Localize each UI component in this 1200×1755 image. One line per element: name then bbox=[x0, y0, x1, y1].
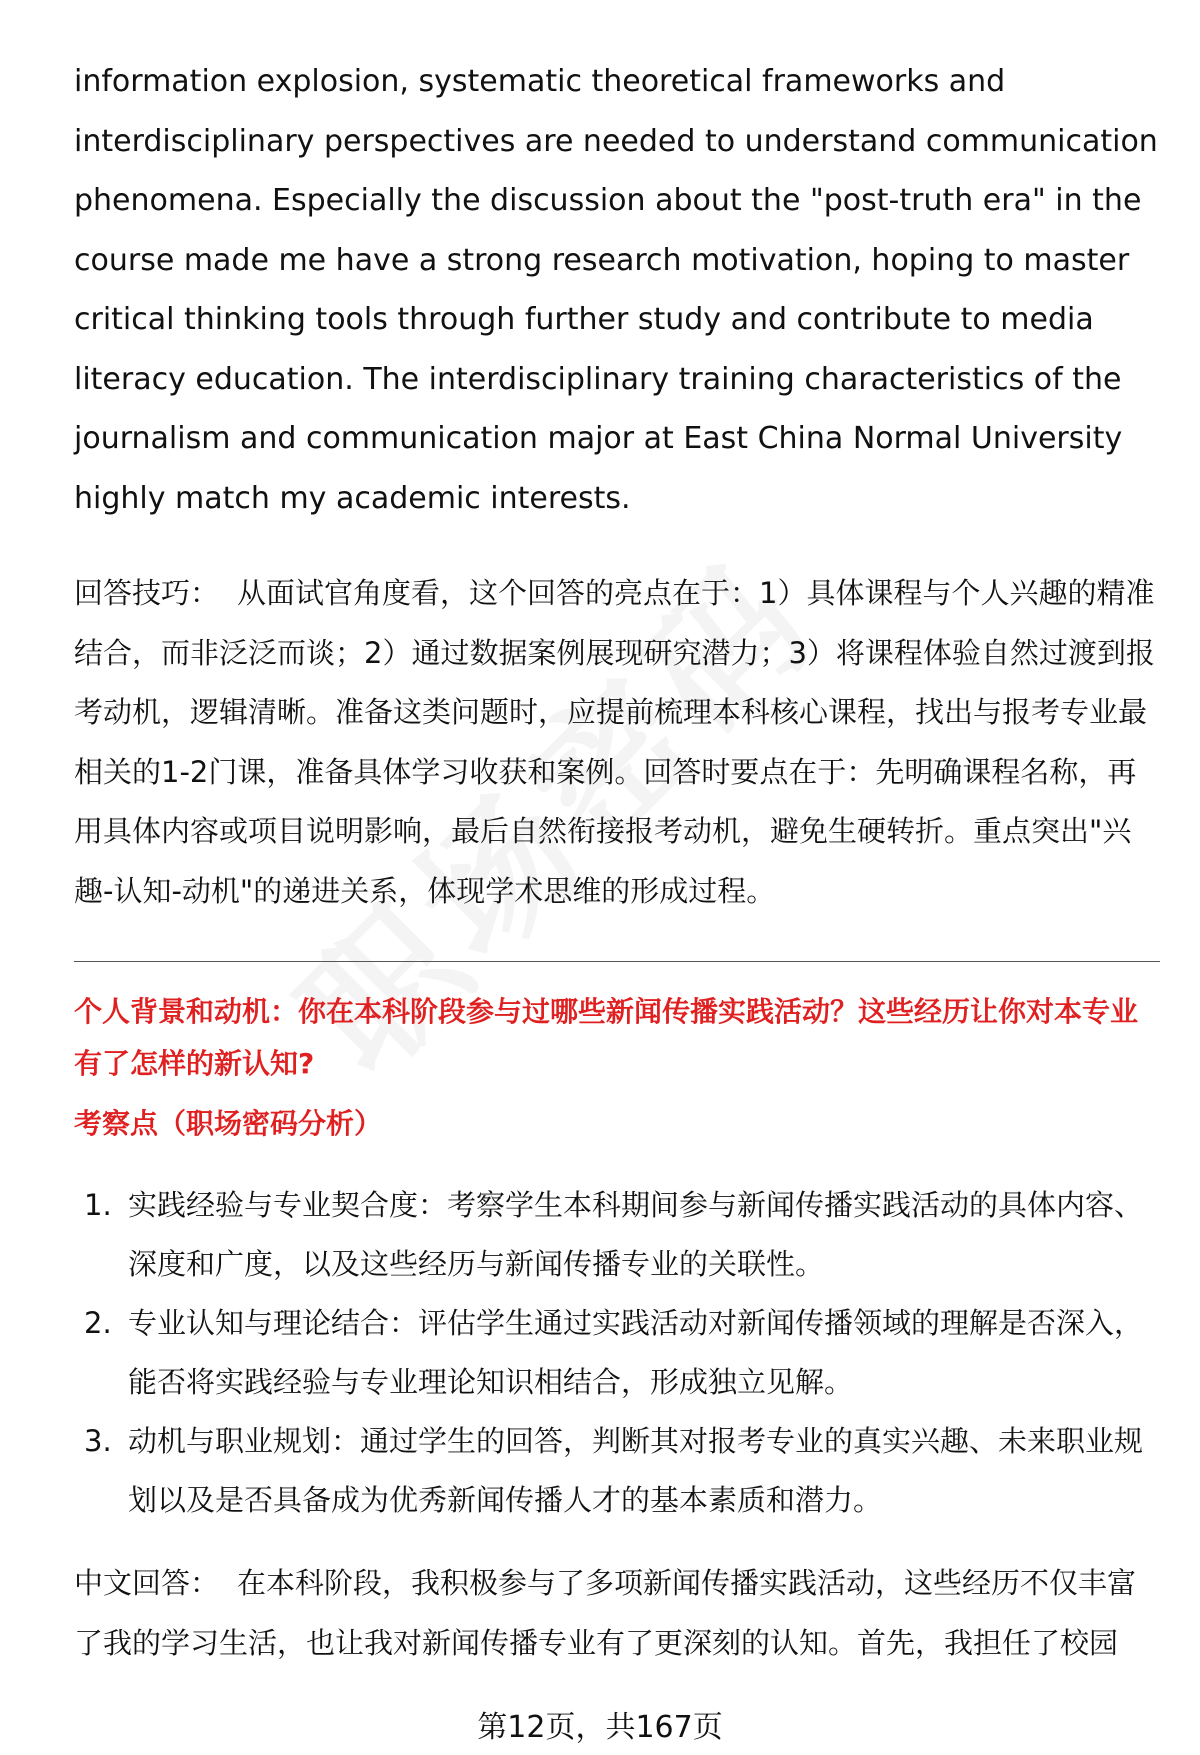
list-item bbox=[74, 1294, 1160, 1412]
answer-tips-label: 回答技巧： bbox=[74, 576, 220, 610]
list-item-text: 动机与职业规划：通过学生的回答，判断其对报考专业的真实兴趣、未来职业规划以及是否具备成为优秀新闻传播人才的基本素质和潜力。 bbox=[128, 1424, 1144, 1517]
answer-tips-paragraph bbox=[74, 564, 1160, 921]
list-item-text: 实践经验与专业契合度：考察学生本科期间参与新闻传播实践活动的具体内容、深度和广度，以及这些经历与新闻传播专业的关联性。 bbox=[128, 1188, 1144, 1281]
page-footer: 第12页，共167页 bbox=[477, 1710, 723, 1745]
list-item-number: 3. bbox=[84, 1424, 112, 1458]
list-item-text: 专业认知与理论结合：评估学生通过实践活动对新闻传播领域的理解是否深入，能否将实践经验与专业理论知识相结合，形成独立见解。 bbox=[128, 1306, 1144, 1399]
chinese-answer-label: 中文回答： bbox=[74, 1566, 220, 1600]
list-item-number: 2. bbox=[84, 1306, 112, 1340]
list-item-number: 1. bbox=[84, 1188, 112, 1222]
assessment-points-list bbox=[74, 1176, 1160, 1530]
document-page bbox=[74, 52, 1160, 1673]
chinese-answer-paragraph bbox=[74, 1554, 1160, 1673]
question-subtitle: 考察点（职场密码分析） bbox=[74, 1107, 383, 1140]
list-item bbox=[74, 1176, 1160, 1294]
answer-tips-text: 从面试官角度看，这个回答的亮点在于：1）具体课程与个人兴趣的精准结合，而非泛泛而谈；2）通过数据案例展现研究潜力；3）将课程体验自然过渡到报考动机，逻辑清晰。准备这类问题时，应提前梳理本科核心课程，找出与报考专业最相关的1-2门课，准备具体学习收获和案例。回答时要点在于：先明确课程名称，再用具体内容或项目说明影响，最后自然衔接报考动机，避免生硬转折。重点突出"兴趣-认知-动机"的递进关系，体现学术思维的形成过程。 bbox=[74, 576, 1155, 908]
english-answer-paragraph: information explosion, systematic theoretical frameworks and interdisciplinary perspectives are needed to understand communication phenomena. Especially the discussion about the "post-truth era" in the course made me have a strong research motivation, hoping to master critical thinking tools through further study and contribute to media literacy education. The interdisciplinary training characteristics of the journalism and communication major at East China Normal University highly match my academic interests. bbox=[74, 64, 1158, 516]
question-title: 个人背景和动机：你在本科阶段参与过哪些新闻传播实践活动？这些经历让你对本专业有了怎样的新认知? bbox=[74, 995, 1139, 1080]
chinese-answer-text: 在本科阶段，我积极参与了多项新闻传播实践活动，这些经历不仅丰富了我的学习生活，也让我对新闻传播专业有了更深刻的认知。首先，我担任了校园 bbox=[74, 1566, 1137, 1660]
list-item bbox=[74, 1412, 1160, 1530]
